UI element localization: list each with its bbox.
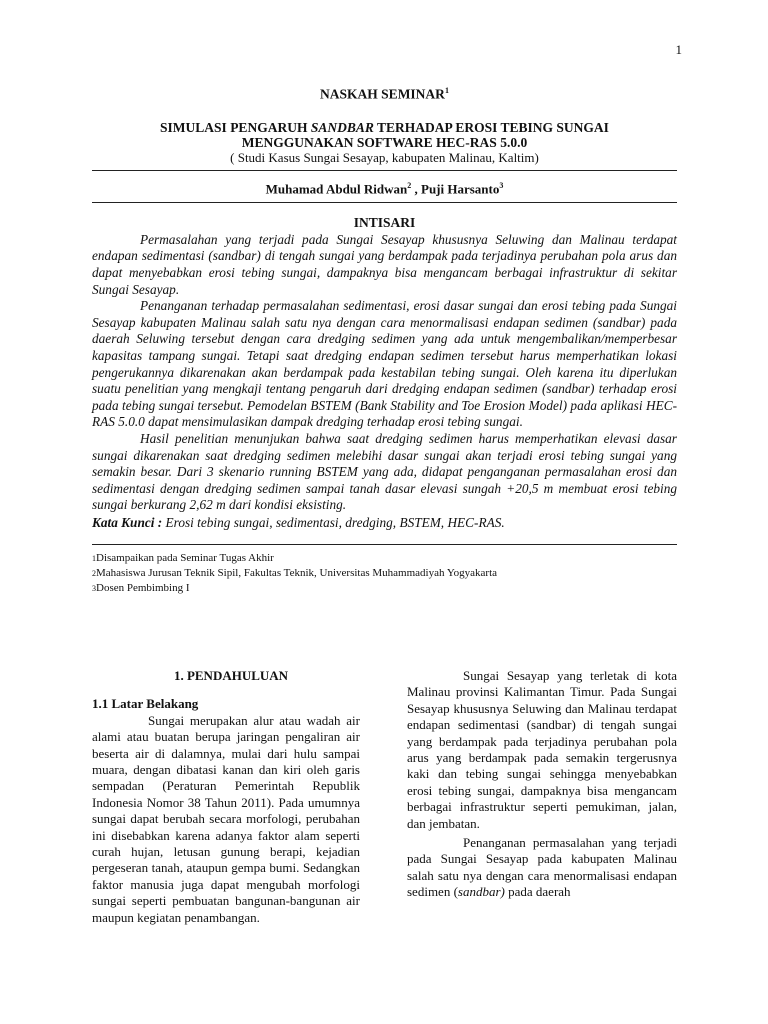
footnote-1 xyxy=(92,551,677,566)
subsection-heading-latar-belakang: 1.1 Latar Belakang xyxy=(92,696,199,712)
abstract-paragraph-3: Hasil penelitian menunjukan bahwa saat dredging sedimen harus memperhatikan elevasi dasar sungai dikarenakan saat dredging sedimen melebihi dasar sungai akan terjadi erosi tebing sungai yang semakin besar. Dari 3 skenario running BSTEM yang ada, didapat penganganan permasalahan erosi dan sedimentasi dengan dredging sedimen sampai tanah dasar elevasi sungah +20,5 m membuat erosi tebing sungai berkurang 2,62 m dari kondisi eksisting. xyxy=(92,430,677,513)
author-1-mark: 2 xyxy=(407,180,412,190)
page-number: 1 xyxy=(675,42,682,57)
footnote-1-text: Disampaikan pada Seminar Tugas Akhir xyxy=(96,551,274,564)
divider-footnotes xyxy=(92,544,677,545)
title-line-1-pre: SIMULASI PENGARUH xyxy=(160,119,311,135)
footnote-3 xyxy=(92,581,677,596)
seminar-footnote-mark: 1 xyxy=(444,86,449,95)
paper-title xyxy=(92,120,677,150)
paper-subtitle: ( Studi Kasus Sungai Sesayap, kabupaten Malinau, Kaltim) xyxy=(230,149,539,165)
right-paragraph-2-pre: Penanganan permasalahan yang terjadi pada Sungai Sesayap pada kabupaten Malinau salah satu nya dengan cara menormalisasi endapan sedimen ( xyxy=(407,835,677,900)
left-column xyxy=(92,668,360,926)
front-matter xyxy=(92,86,677,596)
footnote-2-text: Mahasiswa Jurusan Teknik Sipil, Fakultas Teknik, Universitas Muhammadiyah Yogyakarta xyxy=(96,566,498,579)
footnote-2 xyxy=(92,566,677,581)
footnote-3-mark: 3 xyxy=(92,583,96,593)
footnote-1-mark: 1 xyxy=(92,553,96,563)
section-heading-pendahuluan: 1. PENDAHULUAN xyxy=(173,668,289,683)
title-line-1-italic: SANDBAR xyxy=(310,119,374,135)
author-1: Muhamad Abdul Ridwan xyxy=(265,180,408,196)
keywords-text: Erosi tebing sungai, sedimentasi, dredging, BSTEM, HEC-RAS. xyxy=(162,514,505,530)
right-paragraph-2 xyxy=(407,835,677,901)
right-paragraph-1: Sungai Sesayap yang terletak di kota Malinau provinsi Kalimantan Timur. Pada Sungai Sesayap khususnya Seluwing dan Malinau terdapat endapan sedimentasi (sandbar) di tengah sungai yang berdampak pada terjadinya perubahan pola arus yang berdampak pada semakin tergerusnya kaki dan tebing sungai sehingga menyebabkan erosi tebing sungai, dampaknya bisa mengancam berbagai infrastruktur seperti pemukiman, jalan, dan jembatan. xyxy=(407,668,677,831)
title-line-2: MENGGUNAKAN SOFTWARE HEC-RAS 5.0.0 xyxy=(241,134,528,150)
abstract-heading: INTISARI xyxy=(353,214,416,230)
author-2: Puji Harsanto xyxy=(421,180,500,196)
seminar-text: NASKAH SEMINAR xyxy=(320,86,445,102)
title-line-1 xyxy=(92,120,677,135)
footnote-2-mark: 2 xyxy=(92,568,96,578)
right-paragraph-2-italic: sandbar) xyxy=(457,884,505,900)
author-separator: , xyxy=(411,180,421,196)
footnote-3-text: Dosen Pembimbing I xyxy=(96,581,190,594)
right-column xyxy=(407,668,677,901)
author-2-mark: 3 xyxy=(499,180,504,190)
left-paragraph-1: Sungai merupakan alur atau wadah air alami atau buatan berupa jaringan pengaliran air beserta air di dalamnya, mulai dari hulu sampai muara, dengan dibatasi kanan dan kiri oleh garis sempadan (Peraturan Pemerintah Republik Indonesia Nomor 38 Tahun 2011). Pada umumnya sungai dapat berubah secara morfologi, perubahan ini disebabkan karena adanya faktor alam seperti curah hujan, letusan gunung berapi, kejadian pergeseran tanah, ataupun gempa bumi. Sedangkan faktor manusia juga dapat mengubah morfologi sungai seperti pembuatan bangunan-bangunan air maupun kegiatan penambangan. xyxy=(92,712,360,925)
divider-top xyxy=(92,170,677,171)
abstract-paragraph-1: Permasalahan yang terjadi pada Sungai Sesayap khususnya Seluwing dan Malinau terdapat endapan sedimentasi (sandbar) di tengah sungai yang berdampak pada terjadinya perubahan pola arus dan dapat menyebabkan erosi tebing sungai, dampaknya bisa mengancam berbagai infrastruktur di sekitar Sungai Sesayap. xyxy=(92,231,677,297)
divider-authors xyxy=(92,202,677,203)
authors-line xyxy=(92,181,677,197)
footnotes xyxy=(92,551,677,596)
abstract-paragraph-2: Penanganan terhadap permasalahan sedimentasi, erosi dasar sungai dan erosi tebing pada Sungai Sesayap kabupaten Malinau salah satu nya dengan cara menormalisasi endapan sedimen (sandbar) pada daerah Seluwing tersebut dengan cara dredging sedimen yang ada untuk mengembalikan/memperbesar kapasitas tampang sungai. Tetapi saat dredging endapan sedimen tersebut harus memperhatikan lokasi pengerukannya dikarenakan akan berdampak pada kestabilan tebing sungai. Oleh karena itu diperlukan suatu penelitian yang mengkaji tentang pengaruh dari dredging endapan sedimen (sandbar) terhadap erosi pada tebing sungai tersebut. Pemodelan BSTEM (Bank Stability and Toe Erosion Model) pada aplikasi HEC-RAS 5.0.0 dapat mensimulasikan dampak dredging terhadap erosi tebing sungai. xyxy=(92,298,677,430)
keywords-label: Kata Kunci : xyxy=(92,514,163,530)
keywords xyxy=(92,514,677,531)
right-paragraph-2-post: pada daerah xyxy=(504,884,571,900)
abstract-body xyxy=(92,232,677,514)
seminar-label xyxy=(92,86,677,103)
title-line-1-post: TERHADAP EROSI TEBING SUNGAI xyxy=(373,119,609,135)
